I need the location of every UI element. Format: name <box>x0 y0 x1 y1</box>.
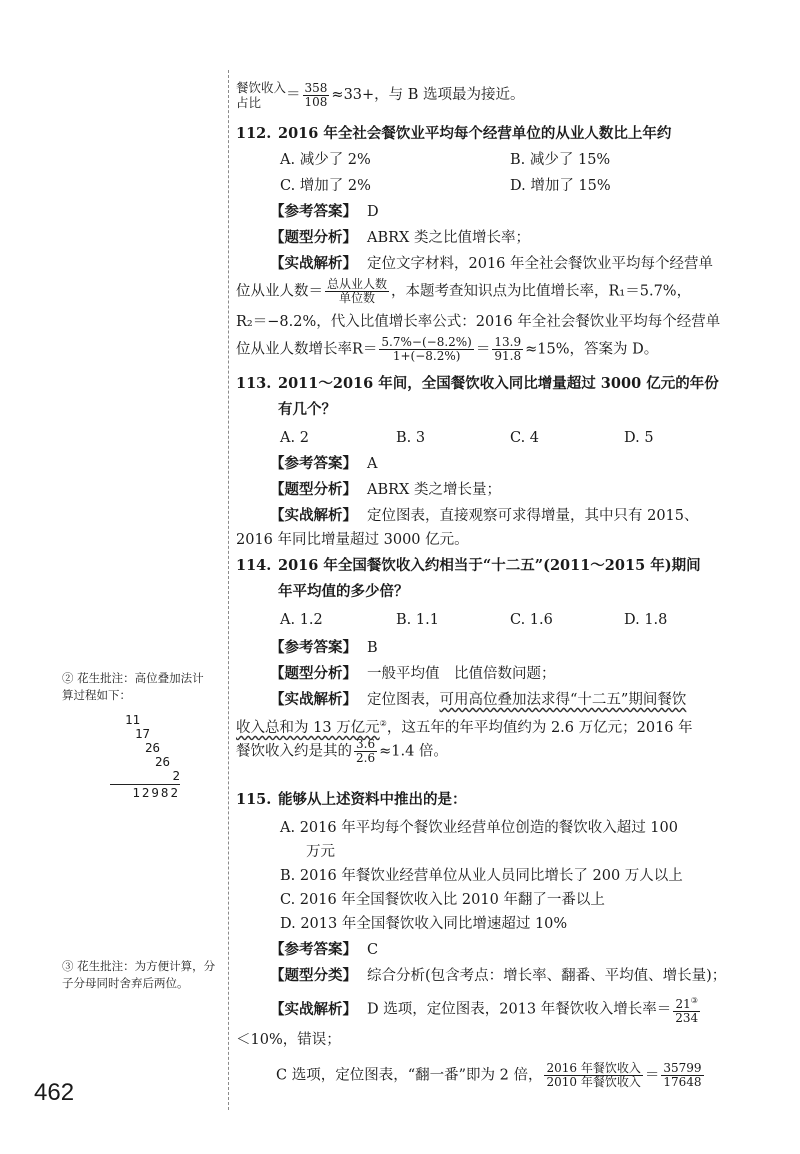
type-line <box>270 664 556 684</box>
type-line <box>270 228 530 248</box>
option-c: C. 1.6 <box>510 612 553 628</box>
analysis-text: ，这五年的年平均值约为 2.6 万亿元；2016 年 <box>386 719 693 736</box>
question-number: 112. <box>236 125 272 142</box>
type-value: ABRX 类之增长量； <box>367 482 501 498</box>
answer-line <box>270 638 378 658</box>
option-a: A. 1.2 <box>280 612 323 628</box>
analysis-text: ≈15%，答案为 D。 <box>525 341 659 358</box>
analysis-line <box>236 738 448 765</box>
option-d: D. 2013 年全国餐饮收入同比增速超过 10% <box>280 916 568 932</box>
frac-num: 2016 年餐饮收入 <box>546 1061 641 1075</box>
option-c: C. 2016 年全国餐饮收入比 2010 年翻了一番以上 <box>280 892 605 908</box>
fraction <box>325 278 389 305</box>
analysis-text: 定位图表， <box>367 692 440 708</box>
answer-value: D <box>367 204 379 220</box>
side-note-text: ② 花生批注：高位叠加法计 <box>62 671 204 685</box>
frac-den: 1+(−8.2%) <box>392 349 461 363</box>
option-b: B. 减少了 15% <box>510 152 611 168</box>
fraction <box>492 336 523 363</box>
analysis-line <box>270 254 713 274</box>
analysis-text: ≈1.4 倍。 <box>379 743 448 760</box>
side-note-text: 子分母同时舍弃后两位。 <box>62 976 189 990</box>
question-text: 2011～2016 年间，全国餐饮收入同比增量超过 3000 亿元的年份 <box>278 375 719 392</box>
frac-num: 21 <box>675 997 691 1011</box>
analysis-line: ＜10%，错误； <box>236 1032 341 1048</box>
footnote-marker: ② <box>379 719 387 728</box>
frac-num: 13.9 <box>494 335 522 349</box>
analysis-text-underlined: 可用高位叠加法求得“十二五”期间餐饮 <box>439 692 687 708</box>
continuation-line: 餐饮收入 占比 ＝ $\frac{358}{108}$ ≈33+，与 B 选项最为接近。 <box>236 80 525 110</box>
answer-label: 【参考答案】 <box>270 455 357 472</box>
calc-row: 26 <box>144 740 160 755</box>
analysis-text: C 选项，定位图表，“翻一番”即为 2 倍， <box>276 1067 543 1084</box>
type-label: 【题型分析】 <box>270 665 357 682</box>
analysis-text: ，本题考查知识点为比值增长率，R₁＝5.7%， <box>391 283 692 300</box>
answer-label: 【参考答案】 <box>270 639 357 656</box>
frac-num: 358 <box>304 80 328 95</box>
frac-num: 3.6 <box>356 737 376 751</box>
analysis-line <box>276 1062 706 1089</box>
analysis-text: 位从业人数增长率R＝ <box>236 341 378 358</box>
analysis-line: R₂＝−8.2%，代入比值增长率公式：2016 年全社会餐饮业平均每个经营单 <box>236 314 721 330</box>
type-label: 【题型分析】 <box>270 229 357 246</box>
option-b: B. 3 <box>396 430 426 446</box>
frac-den: 108 <box>304 94 328 109</box>
question-112 <box>236 124 671 144</box>
option-c: C. 4 <box>510 430 540 446</box>
analysis-label: 【实战解析】 <box>270 255 357 272</box>
answer-value: A <box>367 456 378 472</box>
question-text: 2016 年全国餐饮收入约相当于“十二五”(2011～2015 年)期间 <box>278 557 701 574</box>
fraction <box>661 1062 703 1089</box>
fraction <box>303 82 330 109</box>
answer-line <box>270 940 378 960</box>
question-text: 2016 年全社会餐饮业平均每个经营单位的从业人数比上年约 <box>278 125 672 142</box>
side-note-text: ③ 花生批注：为方便计算，分 <box>62 959 216 973</box>
question-text: 年平均值的多少倍？ <box>278 583 409 600</box>
analysis-line: 【实战解析】 D 选项，定位图表，2013 年餐饮收入增长率＝ $\frac{21^③}{234}$ <box>270 996 699 1025</box>
type-value: ABRX 类之比值增长率； <box>367 230 530 246</box>
option-b: B. 1.1 <box>396 612 439 628</box>
fraction <box>544 1062 642 1089</box>
analysis-line: 2016 年同比增量超过 3000 亿元。 <box>236 532 469 548</box>
question-113 <box>236 374 719 394</box>
frac-num: 5.7%−(−8.2%) <box>381 335 472 349</box>
calc-total: 12982 <box>110 784 180 800</box>
calc-row: 26 <box>154 754 170 769</box>
frac-num: 总从业人数 <box>327 277 388 291</box>
frac-den: 2.6 <box>356 751 376 765</box>
side-note-text: 算过程如下： <box>62 688 131 702</box>
option-b: B. 2016 年餐饮业经营单位从业人员同比增长了 200 万人以上 <box>280 868 683 884</box>
option-a: A. 减少了 2% <box>280 152 371 168</box>
question-number: 114. <box>236 557 272 574</box>
footnote-marker: ③ <box>690 996 698 1005</box>
analysis-text: D 选项，定位图表，2013 年餐饮收入增长率 <box>367 1001 657 1018</box>
analysis-line <box>236 714 693 738</box>
frac-den: 单位数 <box>339 291 376 305</box>
analysis-label: 【实战解析】 <box>270 691 357 708</box>
frac-den: 2010 年餐饮收入 <box>546 1075 641 1089</box>
option-d: D. 增加了 15% <box>510 178 611 194</box>
question-115 <box>236 790 467 810</box>
frac-num: 35799 <box>663 1061 702 1075</box>
analysis-text: 定位文字材料，2016 年全社会餐饮业平均每个经营单 <box>367 256 714 272</box>
equals: ＝ <box>475 341 491 358</box>
analysis-label: 【实战解析】 <box>270 1000 357 1018</box>
calc-row: 11 <box>124 712 140 727</box>
fraction <box>354 738 377 765</box>
analysis-line <box>236 278 691 305</box>
analysis-text: 位从业人数＝ <box>236 283 323 300</box>
type-value: 综合分析(包含考点：增长率、翻番、平均值、增长量)； <box>367 968 727 984</box>
analysis-text-underlined: 收入总和为 13 万亿元 <box>236 719 380 736</box>
calc-row: 17 <box>134 726 150 741</box>
question-number: 113. <box>236 375 272 392</box>
option-d: D. 5 <box>624 430 654 446</box>
label-income: 餐饮收入 <box>236 80 287 95</box>
answer-line <box>270 454 377 474</box>
option-d: D. 1.8 <box>624 612 668 628</box>
side-note-2 <box>62 670 204 704</box>
label-share: 占比 <box>236 95 262 110</box>
type-label: 【题型分析】 <box>270 481 357 498</box>
question-number: 115. <box>236 791 272 808</box>
type-line <box>270 480 501 500</box>
fraction <box>379 336 473 363</box>
margin-divider <box>228 70 229 1110</box>
type-label: 【题型分类】 <box>270 967 357 984</box>
answer-value: C <box>367 942 379 958</box>
stacked-addition <box>110 713 180 800</box>
calc-row: 2 <box>172 768 180 783</box>
answer-label: 【参考答案】 <box>270 203 357 220</box>
equals: ＝ <box>644 1067 660 1084</box>
analysis-text: 餐饮收入约是其的 <box>236 743 352 760</box>
continuation-text: ≈33+，与 B 选项最为接近。 <box>331 87 525 103</box>
side-note-3 <box>62 958 215 992</box>
analysis-label: 【实战解析】 <box>270 507 357 524</box>
question-text: 有几个？ <box>278 401 336 418</box>
question-text: 能够从上述资料中推出的是： <box>278 791 467 808</box>
answer-label: 【参考答案】 <box>270 941 357 958</box>
frac-den: 17648 <box>663 1075 702 1089</box>
type-value: 一般平均值 比值倍数问题； <box>367 666 556 682</box>
analysis-line <box>236 336 658 363</box>
label-stack <box>236 80 286 110</box>
type-line <box>270 966 726 986</box>
analysis-line <box>270 690 686 710</box>
fraction <box>673 994 700 1025</box>
analysis-line <box>270 506 699 526</box>
answer-line <box>270 202 379 222</box>
option-a: A. 2016 年平均每个餐饮业经营单位创造的餐饮收入超过 100 <box>280 820 678 836</box>
frac-den: 91.8 <box>494 349 522 363</box>
question-114 <box>236 556 701 576</box>
option-a: A. 2 <box>280 430 309 446</box>
analysis-text: 定位图表，直接观察可求得增量，其中只有 2015、 <box>367 508 699 524</box>
option-c: C. 增加了 2% <box>280 178 371 194</box>
page-number: 462 <box>34 1079 75 1106</box>
option-a-continued: 万元 <box>306 844 335 860</box>
frac-den: 234 <box>675 1011 699 1025</box>
answer-value: B <box>367 640 378 656</box>
